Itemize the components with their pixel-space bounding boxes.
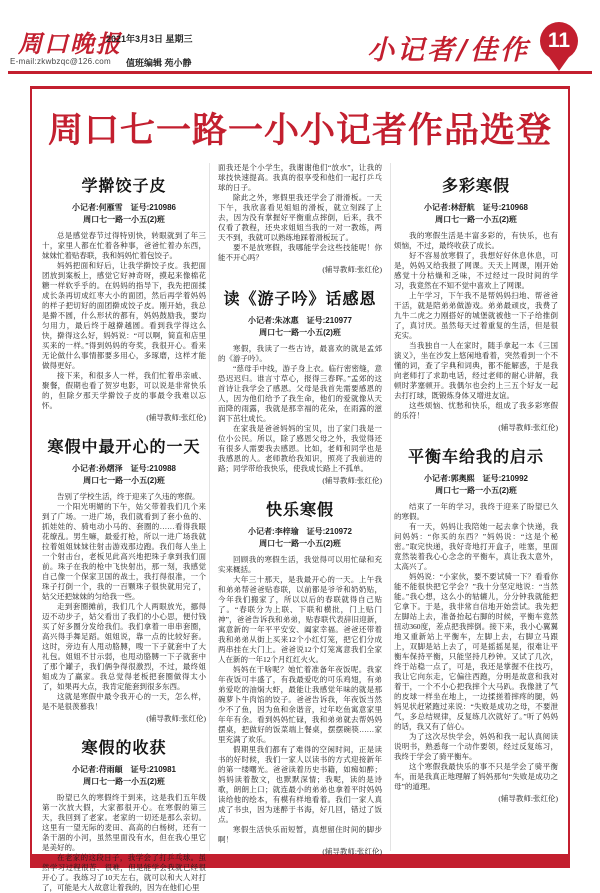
article-byline: 小记者:李梓瑜 证号:210972: [247, 527, 353, 536]
article-class-line: 周口七一路一小五(2)班: [435, 215, 517, 224]
content-box: [30, 86, 570, 892]
article-class-line: 周口七一路一小五(2)班: [259, 539, 341, 548]
article-byline: 小记者:苻雨頔 证号:210981: [71, 765, 177, 774]
article-paragraph: 寒假生活快乐而短暂，真想留住时间的脚步啊！: [218, 825, 382, 844]
article-title: 寒假中最开心的一天: [47, 439, 201, 456]
newspaper-masthead: 周口晚报: [18, 29, 122, 58]
article-class-line: 周口七一路一小五(2)班: [83, 476, 165, 485]
article-paragraph-continued: 面我还是个小学生，我谢谢他们“放水”，让我的球技快速提高。我真的很享受和他们一起打乒乓球的日子。: [218, 163, 382, 192]
main-headline: 周口七一路一小小记者作品选登: [47, 111, 552, 150]
article-byline: 小记者:林舒航 证号:210968: [423, 203, 529, 212]
article-columns: [32, 159, 568, 892]
article-class-line: 周口七一路一小五(2)班: [83, 215, 165, 224]
article-teacher-credit: (辅导教师:张红伦): [322, 265, 382, 274]
page-number: 11: [547, 29, 571, 52]
article-paragraph: 盼望已久的寒假终于到来，这是我们五年级第一次放大假，大家都很开心。在寒假的第三天，我回到了老家。老家的一切还是那么亲切。这里有一望无际的麦田、高高的白杨树，还有一条干涸的小河，虽然里面没有水，但在我心里它是美好的。: [42, 793, 206, 852]
article-paragraph: 妈妈说：“小家伙，要不要试骑一下？看看你能不能很快把它学会？”我十分坚定地说：“当然能。”我心想，这么小的轱辘儿，分分钟我就能把它拿下。于是，我非常自信地开始尝试。我先把左脚站上去，准备抬起右脚的时候，平衡车竟然扭动360度，差点把我摔倒。接下来，我小心翼翼地又重新站上平衡车，左脚上去，右脚立马跟上，双脚是站上去了，可是摇摇晃晃，很难让平衡车保持平衡，只能坚持几秒钟。又试了几次，终于站稳一点了，可是，我还是掌握不住技巧，我让它向东走，它偏往西跑，分明是故意和我对着干，一个不小心把我摔个大马趴。我像泄了气的皮球一样坐在地上，一边揉搓着摔疼的腿，妈妈见状赶紧跑过来说：“失败是成功之母，不要泄气，多总结规律，反复练几次就好了。”听了妈妈的话，我又有了信心。: [394, 572, 558, 731]
article-title: 读《游子吟》话感恩: [223, 291, 377, 308]
article-paragraph: “慈母手中线，游子身上衣。临行密密缝，意恐迟迟归。谁言寸草心，报得三春晖。”孟郊的这首诗让我学会了感恩。父母是我首先需要感恩的人，因为他们给予了我生命，他们的爱就像从天而降的雨露，我就是那幸福的花朵，在雨露的滋润下茁壮成长。: [218, 364, 382, 423]
article-title: 平衡车给我的启示: [407, 449, 544, 466]
article-teacher-credit: (辅导教师:张红伦): [322, 847, 382, 856]
article-title: 寒假的收获: [81, 740, 167, 757]
article-paragraph: 妈妈把面和好后，让我学擀饺子皮。我把面团放到案板上，感觉它好神奇呀，摸起来像棉花糖一样软乎乎的。在妈妈的指导下，我先把面揉成长条再切成红枣大小的面团，然后再学着妈妈的样子把切好的面团擀成饺子皮。刚开始，我总是擀不圆，什么形状的都有，妈妈鼓励我，要均匀用力，最后终于越擀越圆。看到我学得这么快，擀得这么好，妈妈说：“可以啊，简直和店里买来的一样。”得到妈妈的夸奖，我很开心。看来无论做什么事情都要多用心，多琢磨，这样才能做得更好。: [42, 261, 206, 370]
article-byline: 小记者:孙熠泽 证号:210988: [71, 464, 177, 473]
article-paragraph: 当我独自一人在家时，随手拿起一本《三国演义》，坐在沙发上悠闲地看着，突然看到一个不懂的词，查了字典和词典，都不能解惑，于是我向老师打了求助电话，经过老师的耐心讲解，我顿时茅塞顿开。我偶尔也会约上三五个好友一起去打打球，既锻炼身体又增进友谊。: [394, 341, 558, 400]
masthead-date: 2021年3月3日 星期三: [106, 34, 193, 44]
masthead-editor: 值班编辑 苑小静: [126, 58, 192, 68]
article-paragraph: 在家我是爸爸妈妈的宝贝，出了家门我是一位小公民。所以，除了感恩父母之外，我觉得还有很多人需要我去感恩。比如，老师和同学也是我感恩的人。老师教给我知识，照亮了我前进的路；同学带给我快乐，使我成长路上不孤单。: [218, 424, 382, 473]
article-paragraph: 告别了学校生活，终于迎来了久违的寒假。: [57, 492, 200, 501]
article-paragraph: 假期里我们都有了难得的空闲时间，正是读书的好时候，我们一家人以读书的方式迎接新年的第一缕曙光。爸爸读着历史书籍，如痴如醉；妈妈读着散文，也默默深情；我呢，读的是诗歌，朗朗上口；就连最小的弟弟也拿着平时妈妈读给他的绘本，有模有样地看着。我们一家人真成了书虫，因为迷醉于书海，好几回，错过了饭点。: [218, 745, 382, 824]
page-number-badge: [540, 22, 578, 60]
section-title: 小记者/佳作: [367, 35, 530, 66]
article-title: 多彩寒假: [441, 178, 510, 195]
article-teacher-credit: (辅导教师:张红伦): [146, 714, 206, 723]
header-rule: [8, 71, 592, 74]
article-paragraph: 接下来，和很多人一样，我们忙着串亲戚、聚餐，假期也看了贺岁电影，可以说是非常快乐的，但除夕那天学擀饺子皮的事最令我难以忘怀。: [42, 371, 206, 410]
masthead-email: E-mail:zkwbzqc@126.com: [10, 57, 111, 66]
column-1: [42, 163, 206, 892]
article-paragraph: 结束了一年的学习，我终于迎来了盼望已久的寒假。: [394, 502, 558, 521]
article-paragraph: 走到套圈摊前，我们几个人两眼放光，挪得迈不动步子，姑父看出了我们的小心思，便付钱买了好多圈分发给我们。我们拿着一串串套圈，高兴得手舞足蹈。姐姐说，靠一点的比较好套。这时，旁边有人甩动胳膊，嗖一下子就套中了大礼包。姐姐不甘示弱，也甩动胳膊一下子就套中了那个罐子，我们俩争得很激烈，不过，最终姐姐成为了赢家。我总觉得老板把套圈做得太小了，如果再大点，我肯定能套到很多东西。: [42, 602, 206, 691]
column-2: [209, 163, 391, 856]
article-teacher-credit: (辅导教师:张红伦): [498, 794, 558, 803]
article-class-line: 周口七一路一小五(2)班: [435, 486, 517, 495]
article-byline: 小记者:郭奥熙 证号:210992: [423, 474, 529, 483]
article-teacher-credit: (辅导教师:张红伦): [498, 423, 558, 432]
article-teacher-credit: (辅导教师:张红伦): [322, 476, 382, 485]
page-header: [8, 10, 592, 72]
article-paragraph: 为了这次尽快学会，妈妈和我一起认真阅读说明书，熟悉每一个动作要领，经过反复练习，我终于学会了骑平衡车。: [394, 732, 558, 761]
article-byline: 小记者:朱冰惠 证号:210977: [247, 316, 353, 325]
article-paragraph: 好不容易放寒假了，我想好好休息休息，可是，妈妈又给我报了网课。天天上网课，刚开始感觉十分枯燥和乏味，不过经过一段时间的学习，我竟然在不知不觉中喜欢上了网课。: [394, 251, 558, 290]
article-paragraph: 大年三十那天，是我最开心的一天。上午我和弟弟帮爸爸贴春联，以前都是爷爷和奶奶贴，今年我们搬家了，所以以后的春联就得自己贴了。“春联分为上联、下联和横批，门上贴门神”，爸爸告诉我和弟弟，贴春联代表辞旧迎新，寓意新的一年平平安安、阖家幸福。爸爸还带着我和弟弟从街上买来12个小红灯笼，把它们分成两串挂在大门上。爸爸说12个灯笼寓意我们全家人在新的一年12个月红红火火。: [218, 575, 382, 664]
article-class-line: 周口七一路一小五(2)班: [83, 777, 165, 786]
article-paragraph: 除此之外，寒假里我还学会了滑滑板。一天下午，我欣喜看见姐姐的滑板，就立刻踩了上去，因为没有掌握好平衡重点摔倒，后来，我不仅看了教程，还央求姐姐当我的一对一教练，两天不到，我就可以熟练地踩着滑板玩了。: [218, 193, 382, 242]
article-paragraph: 回顾我的寒假生活，我觉得可以用忙碌和充实来概括。: [218, 555, 382, 574]
article-paragraph: 寒假，我读了一些古诗，最喜欢的就是孟郊的《游子吟》。: [218, 344, 382, 363]
article-paragraph: 这就是寒假中最令我开心的一天，怎么样，是不是很羡慕我！: [42, 692, 206, 711]
article-paragraph: 这个寒假我最快乐的事不只是学会了骑平衡车，而是我真正地理解了妈妈那句“失败是成功之母”的道理。: [394, 762, 558, 791]
article-paragraph: 要不是放寒假，我哪能学会这些技能呢！你能不开心吗？: [218, 243, 382, 262]
article-class-line: 周口七一路一小五(2)班: [259, 328, 341, 337]
article-byline: 小记者:何雁雪 证号:210986: [71, 203, 177, 212]
article-paragraph: 上午学习，下午我不是帮妈妈扫地、帮爸爸干活，就是陪弟弟做游戏。弟弟最顽皮，我费了九牛二虎之力刚搭好的城堡就被他一下子给推倒了，真讨厌。虽然每天过着重复的生活，但是很充实。: [394, 291, 558, 340]
article-paragraph: 妈妈在干啥呢？她忙着准备年夜饭呢。我家年夜饭可丰盛了，有我最爱吃的可乐鸡翅，有弟弟爱吃的油焖大虾，最能让我感觉年味的就是那碗萝卜牛肉馅的饺子。爸爸告诉我，年夜饭当然少不了鱼，因为鱼和余谐音，过年吃鱼寓意家里年年有余。看到妈妈忙碌，我和弟弟就去帮妈妈摆桌，把做好的饭菜端上餐桌，摆摆碗筷……家里充满了欢乐。: [218, 665, 382, 744]
article-paragraph: 在老家的这段日子，我学会了打乒乓球。虽然学习过程很苦、很难，但是能学会我就已经很开心了。我练习了10天左右，就可以和大人对打了，可能是大人故意让着我的，因为在他们心里: [42, 853, 206, 892]
article-paragraph: 这些烦恼、忧愁和快乐，组成了我多彩寒假的乐符！: [394, 401, 558, 420]
article-title: 快乐寒假: [265, 502, 334, 519]
article-teacher-credit: (辅导教师:张红伦): [146, 413, 206, 422]
article-title: 学擀饺子皮: [81, 178, 167, 195]
article-paragraph: 一个阳光明媚的下午，姑父带着我们几个来到了广场。一进广场，我们就看到了套小鱼的、抓娃娃的、骑电动小马的、套圈的……看得我眼花缭乱。男生嘛，最爱打枪，所以一进广场我就拉着姐姐妹妹往射击游戏那边跑。我们每人坐上一个射击台，老板见此高兴地把珠子拿到我们面前。珠子在我的枪中飞快射出，那一刻，我感觉自己像一个保家卫国的战士，我打得很准，一个珠子打倒一个，我的一百颗珠子很快就用完了，姑父还把妹妹的匀给我一些。: [42, 502, 206, 601]
article-paragraph: 总是感觉春节过得特别快，转眼就到了年三十，家里人都在忙着各种事，爸爸忙着办东西，妹妹忙着贴春联，我和妈妈忙着包饺子。: [42, 231, 206, 260]
article-paragraph: 有一天，妈妈让我陪她一起去拿个快递，我问妈妈：“你买的东西？”妈妈说：“这是个秘密。”取完快递，我好奇地打开盒子，哇塞，里面竟然装着我心心念念的平衡车，真让我太意外，太高兴了。: [394, 522, 558, 571]
column-3: [394, 163, 558, 851]
article-paragraph: 我的寒假生活是丰富多彩的，有快乐，也有烦恼，不过，最终收获了成长。: [394, 231, 558, 250]
